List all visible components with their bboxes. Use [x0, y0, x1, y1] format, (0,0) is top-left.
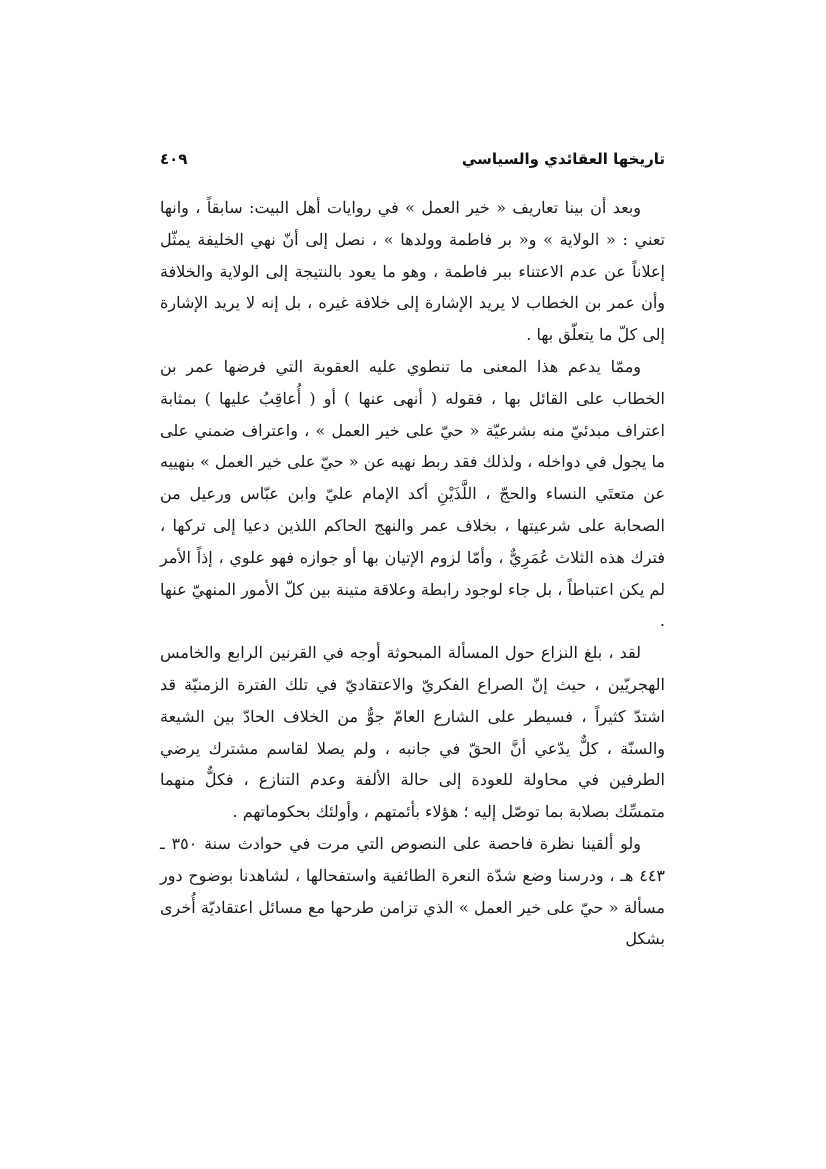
body-text	[160, 192, 665, 955]
paragraph-3: لقد ، بلغ النزاع حول المسألة المبحوثة أوجه في القرنين الرابع والخامس الهجريّين ، حيث إنّ الصراع الفكريّ والاعتقاديّ في تلك الفترة الزمنيّة قد اشتدّ كثيراً ، فسيطر على الشارع العامّ جوٌّ من الخلاف الحادّ بين الشيعة والسنّة ، كلٌّ يدّعي أنَّ الحقّ في جانبه ، ولم يصلا لقاسم مشترك يرضي الطرفين في محاولة للعودة إلى حالة الألفة وعدم التنازع ، فكلٌّ منهما متمسِّك بصلابة بما توصّل إليه ؛ هؤلاء بأئمتهم ، وأولئك بحكوماتهم .	[160, 643, 665, 822]
paragraph-2: وممّا يدعم هذا المعنى ما تنطوي عليه العقوبة التي فرضها عمر بن الخطاب على القائل بها ، فقوله ( أنهى عنها ) أو ( أُعاقِبُ عليها ) بمثابة اعتراف مبدئيّ منه بشرعيّة « حيّ على خير العمل » ، واعتراف ضمني على ما يجول في دواخله ، ولذلك فقد ربط نهيه عن « حيّ على خير العمل » بنهييه عن متعتَي النساء والحجّ ، اللَّذَيْنِ أكد الإمام عليّ وابن عبّاس ورعيل من الصحابة على شرعيتها ، بخلاف عمر والنهج الحاكم اللذين دعيا إلى تركها ، فترك هذه الثلاث عُمَرِيٌّ ، وأمّا لزوم الإتيان بها أو جوازه فهو علوي ، إذاً الأمر لم يكن اعتباطاً ، بل جاء لوجود رابطة وعلاقة متينة بين كلّ الأمور المنهيّ عنها .	[160, 356, 666, 631]
paragraph-4: ولو ألقينا نظرة فاحصة على النصوص التي مرت في حوادث سنة ٣٥٠ ـ ٤٤٣ هـ ، ودرسنا وضع شدّة النعرة الطائفية واستفحالها ، لشاهدنا بوضوح دور مسألة « حيّ على خير العمل » الذي تزامن طرحها مع مسائل اعتقاديّة أُخرى بشكل	[160, 833, 665, 949]
page-header	[160, 148, 665, 178]
page-number: ٤٠٩	[160, 150, 188, 168]
paragraph-1: وبعد أن بينا تعاريف « خير العمل » في روايات أهل البيت: سابقاً ، وانها تعني : « الولاية » و« بر فاطمة وولدها » ، نصل إلى أنّ نهي الخليفة يمثّل إعلاناً عن عدم الاعتناء ببر فاطمة ، وهو ما يعود بالنتيجة إلى الولاية والخلافة وأن عمر بن الخطاب لا يريد الإشارة إلى خلافة غيره ، بل إنه لا يريد الإشارة إلى كلّ ما يتعلّق بها .	[160, 198, 665, 345]
running-title: تاريخها العقائدي والسياسي	[461, 150, 665, 168]
